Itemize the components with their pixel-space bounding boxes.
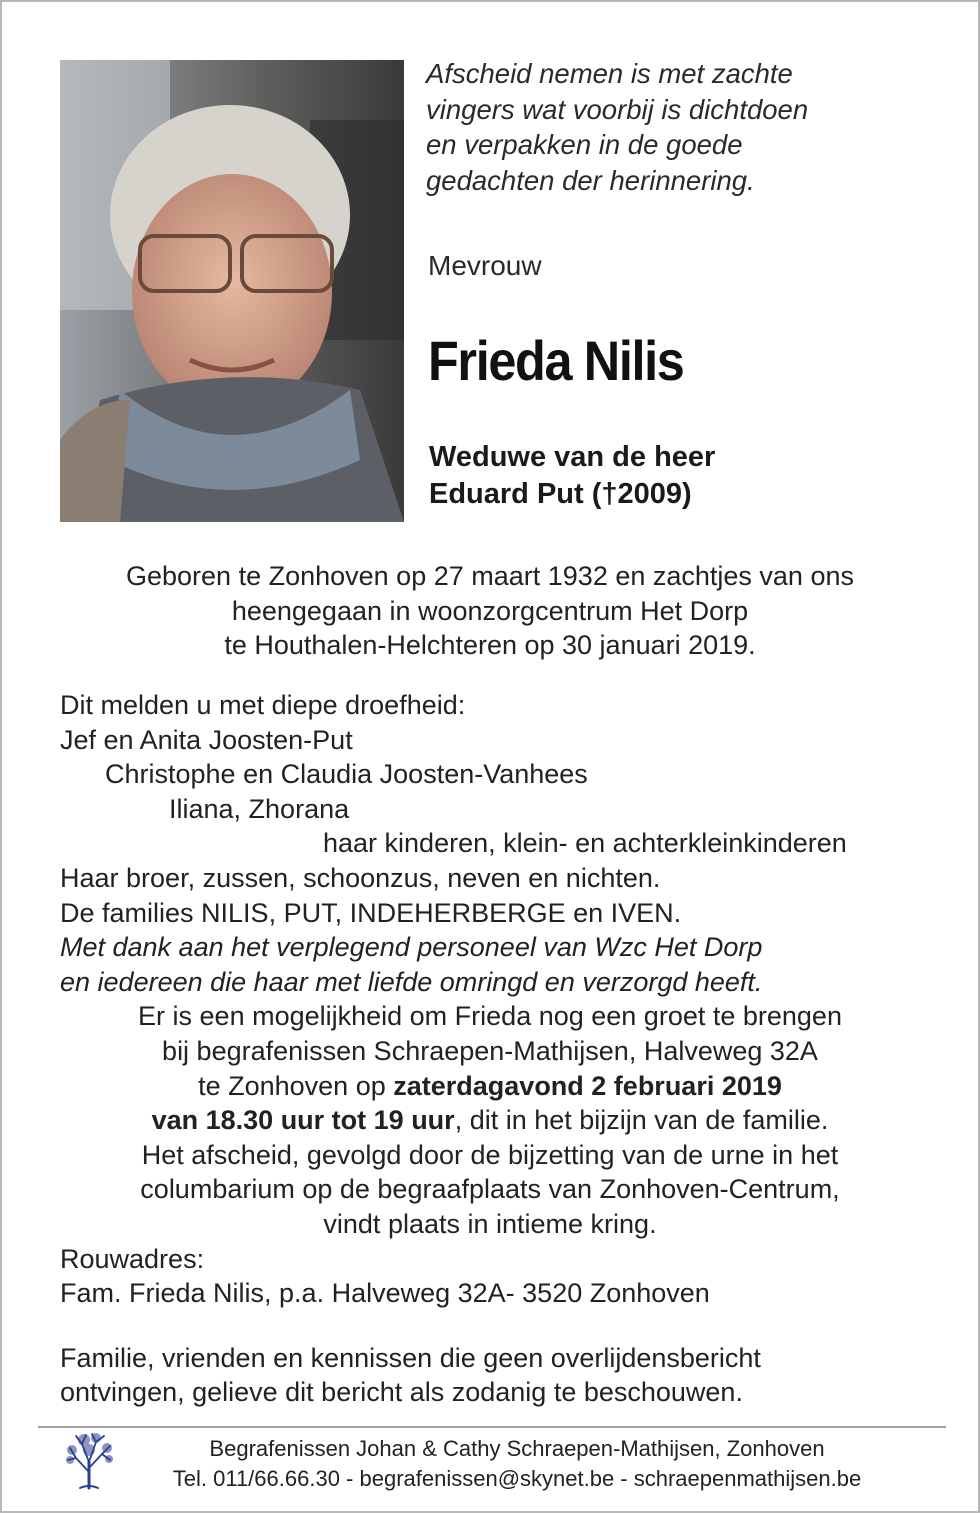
birth-line: heengegaan in woonzorgcentrum Het Dorp <box>231 595 749 626</box>
birth-death-details <box>2 559 978 663</box>
visit-time: van 18.30 uur tot 19 uur <box>151 1105 455 1136</box>
visit-text: , dit in het bijzijn van de familie. <box>454 1105 829 1136</box>
family-line: Jef en Anita Joosten-Put <box>60 724 353 755</box>
widow-line: Eduard Put (†2009) <box>429 478 692 510</box>
widow-line: Weduwe van de heer <box>429 441 716 473</box>
poem-line: vingers wat voorbij is dichtdoen <box>426 93 809 125</box>
family-line: De families NILIS, PUT, INDEHERBERGE en IVEN. <box>60 897 682 928</box>
birth-line: Geboren te Zonhoven op 27 maart 1932 en zachtjes van ons <box>126 561 854 591</box>
notice-line: ontvingen, gelieve dit bericht als zodanig te beschouwen. <box>60 1377 743 1408</box>
funeral-home-contact: Tel. 011/66.66.30 - begrafenissen@skynet.be - schraepenmathijsen.be <box>172 1466 862 1491</box>
visit-line: Er is een mogelijkheid om Frieda nog een groet te brengen <box>138 1001 842 1032</box>
footer-divider <box>38 1426 946 1428</box>
widow-of <box>429 439 715 513</box>
visit-line: bij begrafenissen Schraepen-Mathijsen, Halveweg 32A <box>162 1035 818 1066</box>
address-value: Fam. Frieda Nilis, p.a. Halveweg 32A- 3520 Zonhoven <box>60 1278 710 1309</box>
funeral-home-name: Begrafenissen Johan & Cathy Schraepen-Mathijsen, Zonhoven <box>209 1436 825 1461</box>
birth-line: te Houthalen-Helchteren op 30 januari 2019. <box>224 630 756 660</box>
family-line: Christophe en Claudia Joosten-Vanhees <box>105 759 588 790</box>
visit-text: te Zonhoven op <box>198 1070 394 1101</box>
family-line: Haar broer, zussen, schoonzus, neven en nichten. <box>60 862 661 893</box>
portrait-photo <box>60 60 404 522</box>
farewell-line: vindt plaats in intieme kring. <box>323 1208 657 1239</box>
salutation: Mevrouw <box>428 250 542 281</box>
funeral-home-info <box>122 1434 912 1494</box>
family-line: Iliana, Zhorana <box>169 793 350 824</box>
farewell-line: columbarium op de begraafplaats van Zonhoven-Centrum, <box>140 1174 840 1205</box>
announcement-body <box>60 688 940 1410</box>
poem-line: gedachten der herinnering. <box>426 164 755 196</box>
tree-icon <box>64 1432 114 1490</box>
visit-date: zaterdagavond 2 februari 2019 <box>393 1070 782 1101</box>
visit-line <box>60 1103 920 1138</box>
farewell-line: Het afscheid, gevolgd door de bijzetting van de urne in het <box>141 1139 839 1170</box>
family-line: haar kinderen, klein- en achterkleinkinderen <box>323 828 847 859</box>
thanks-line: en iedereen die haar met liefde omringd en verzorgd heeft. <box>60 966 763 997</box>
poem-line: en verpakken in de goede <box>426 129 743 160</box>
announce-line: Dit melden u met diepe droefheid: <box>60 690 466 720</box>
notice-line: Familie, vrienden en kennissen die geen overlijdensbericht <box>60 1342 761 1373</box>
poem-line: Afscheid nemen is met zachte <box>426 58 793 89</box>
address-label: Rouwadres: <box>60 1243 205 1274</box>
deceased-name: Frieda Nilis <box>428 329 684 392</box>
visit-line <box>60 1069 920 1104</box>
memorial-poem <box>426 56 946 198</box>
thanks-line: Met dank aan het verplegend personeel van Wzc Het Dorp <box>60 932 763 963</box>
